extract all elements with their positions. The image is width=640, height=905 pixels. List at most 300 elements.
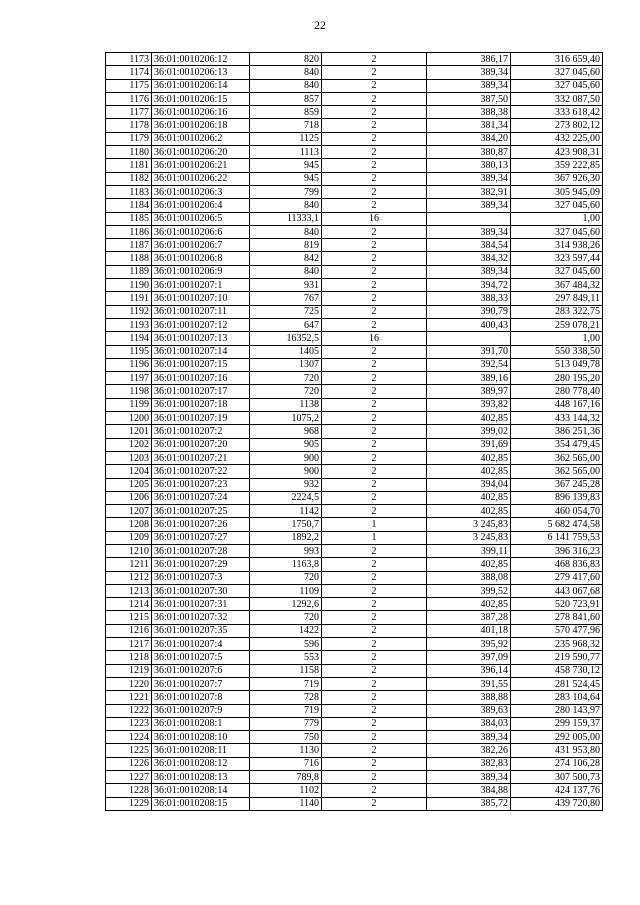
table-row [106,132,603,145]
group-cell: 2 [322,425,427,438]
cadastral-number-cell: 36:01:0010207:1 [152,279,250,292]
area-cell: 932 [250,478,322,491]
row-number-cell: 1224 [106,731,152,744]
cadastral-value-cell: 259 078,21 [511,318,603,331]
cadastral-value-cell: 367 245,28 [511,478,603,491]
table-row [106,239,603,252]
row-number-cell: 1206 [106,491,152,504]
group-cell: 2 [322,92,427,105]
cadastral-value-cell: 297 849,11 [511,292,603,305]
group-cell: 1 [322,531,427,544]
table-row [106,358,603,371]
row-number-cell: 1213 [106,584,152,597]
cadastral-number-cell: 36:01:0010206:13 [152,66,250,79]
table-row [106,624,603,637]
area-cell: 968 [250,425,322,438]
cadastral-number-cell: 36:01:0010208:13 [152,771,250,784]
cadastral-number-cell: 36:01:0010206:7 [152,239,250,252]
row-number-cell: 1173 [106,53,152,66]
cadastral-number-cell: 36:01:0010206:3 [152,185,250,198]
area-cell: 16352,5 [250,332,322,345]
group-cell: 2 [322,412,427,425]
area-cell: 1158 [250,664,322,677]
table-row [106,691,603,704]
cadastral-number-cell: 36:01:0010207:11 [152,305,250,318]
specific-value-cell [427,212,511,225]
area-cell: 1405 [250,345,322,358]
cadastral-number-cell: 36:01:0010206:21 [152,159,250,172]
area-cell: 1140 [250,797,322,810]
area-cell: 719 [250,677,322,690]
area-cell: 842 [250,252,322,265]
area-cell: 647 [250,318,322,331]
area-cell: 1292,6 [250,598,322,611]
cadastral-value-cell: 362 565,00 [511,451,603,464]
row-number-cell: 1175 [106,79,152,92]
cadastral-number-cell: 36:01:0010207:29 [152,558,250,571]
cadastral-number-cell: 36:01:0010207:21 [152,451,250,464]
group-cell: 2 [322,185,427,198]
area-cell: 1163,8 [250,558,322,571]
cadastral-number-cell: 36:01:0010206:4 [152,199,250,212]
specific-value-cell: 388,88 [427,691,511,704]
cadastral-number-cell: 36:01:0010208:15 [152,797,250,810]
row-number-cell: 1220 [106,677,152,690]
specific-value-cell: 399,02 [427,425,511,438]
table-row [106,332,603,345]
area-cell: 1142 [250,505,322,518]
area-cell: 1113 [250,146,322,159]
cadastral-value-cell: 468 836,83 [511,558,603,571]
area-cell: 1109 [250,584,322,597]
cadastral-number-cell: 36:01:0010207:30 [152,584,250,597]
specific-value-cell: 392,54 [427,358,511,371]
group-cell: 2 [322,385,427,398]
cadastral-number-cell: 36:01:0010206:16 [152,106,250,119]
cadastral-number-cell: 36:01:0010207:6 [152,664,250,677]
specific-value-cell: 382,26 [427,744,511,757]
area-cell: 840 [250,79,322,92]
cadastral-number-cell: 36:01:0010207:25 [152,505,250,518]
table-row [106,385,603,398]
cadastral-value-table [105,52,603,811]
row-number-cell: 1180 [106,146,152,159]
area-cell: 799 [250,185,322,198]
specific-value-cell: 399,11 [427,544,511,557]
area-cell: 725 [250,305,322,318]
specific-value-cell: 402,85 [427,505,511,518]
specific-value-cell: 380,87 [427,146,511,159]
specific-value-cell: 393,82 [427,398,511,411]
specific-value-cell: 384,32 [427,252,511,265]
cadastral-number-cell: 36:01:0010207:5 [152,651,250,664]
row-number-cell: 1176 [106,92,152,105]
cadastral-number-cell: 36:01:0010207:9 [152,704,250,717]
table-row [106,318,603,331]
group-cell: 2 [322,132,427,145]
table-row [106,784,603,797]
cadastral-value-cell: 314 938,26 [511,239,603,252]
group-cell: 2 [322,372,427,385]
row-number-cell: 1179 [106,132,152,145]
group-cell: 2 [322,252,427,265]
row-number-cell: 1219 [106,664,152,677]
table-row [106,638,603,651]
cadastral-value-cell: 513 049,78 [511,358,603,371]
group-cell: 2 [322,784,427,797]
row-number-cell: 1223 [106,717,152,730]
cadastral-number-cell: 36:01:0010207:7 [152,677,250,690]
cadastral-number-cell: 36:01:0010206:5 [152,212,250,225]
specific-value-cell: 384,54 [427,239,511,252]
cadastral-number-cell: 36:01:0010207:3 [152,571,250,584]
row-number-cell: 1200 [106,412,152,425]
cadastral-number-cell: 36:01:0010207:31 [152,598,250,611]
specific-value-cell: 387,50 [427,92,511,105]
specific-value-cell: 394,72 [427,279,511,292]
specific-value-cell: 395,92 [427,638,511,651]
cadastral-number-cell: 36:01:0010207:10 [152,292,250,305]
specific-value-cell: 3 245,83 [427,531,511,544]
cadastral-number-cell: 36:01:0010206:12 [152,53,250,66]
specific-value-cell: 389,34 [427,265,511,278]
cadastral-value-cell: 354 479,45 [511,438,603,451]
specific-value-cell: 391,69 [427,438,511,451]
specific-value-cell: 389,34 [427,225,511,238]
specific-value-cell: 391,70 [427,345,511,358]
group-cell: 1 [322,518,427,531]
cadastral-number-cell: 36:01:0010206:14 [152,79,250,92]
cadastral-value-cell: 333 618,42 [511,106,603,119]
cadastral-value-cell: 439 720,80 [511,797,603,810]
row-number-cell: 1202 [106,438,152,451]
table-row [106,744,603,757]
row-number-cell: 1177 [106,106,152,119]
area-cell: 1750,7 [250,518,322,531]
cadastral-value-cell: 280 778,40 [511,385,603,398]
area-cell: 945 [250,159,322,172]
group-cell: 2 [322,505,427,518]
specific-value-cell: 382,83 [427,757,511,770]
cadastral-number-cell: 36:01:0010206:9 [152,265,250,278]
group-cell: 2 [322,318,427,331]
row-number-cell: 1208 [106,518,152,531]
table-row [106,119,603,132]
row-number-cell: 1191 [106,292,152,305]
group-cell: 2 [322,731,427,744]
row-number-cell: 1197 [106,372,152,385]
group-cell: 2 [322,438,427,451]
specific-value-cell: 388,08 [427,571,511,584]
cadastral-number-cell: 36:01:0010207:32 [152,611,250,624]
table-row [106,677,603,690]
cadastral-value-cell: 367 926,30 [511,172,603,185]
group-cell: 16 [322,212,427,225]
table-row [106,212,603,225]
cadastral-number-cell: 36:01:0010206:15 [152,92,250,105]
group-cell: 2 [322,677,427,690]
cadastral-value-cell: 219 590,77 [511,651,603,664]
row-number-cell: 1203 [106,451,152,464]
cadastral-number-cell: 36:01:0010208:12 [152,757,250,770]
row-number-cell: 1228 [106,784,152,797]
cadastral-number-cell: 36:01:0010206:18 [152,119,250,132]
cadastral-value-cell: 305 945,09 [511,185,603,198]
table-row [106,185,603,198]
area-cell: 945 [250,172,322,185]
specific-value-cell: 384,20 [427,132,511,145]
specific-value-cell: 386,17 [427,53,511,66]
cadastral-value-cell: 327 045,60 [511,199,603,212]
group-cell: 2 [322,79,427,92]
group-cell: 2 [322,146,427,159]
group-cell: 2 [322,571,427,584]
cadastral-value-cell: 1,00 [511,212,603,225]
area-cell: 750 [250,731,322,744]
area-cell: 553 [250,651,322,664]
specific-value-cell: 402,85 [427,451,511,464]
row-number-cell: 1204 [106,465,152,478]
specific-value-cell: 382,91 [427,185,511,198]
table-row [106,159,603,172]
cadastral-value-cell: 550 338,50 [511,345,603,358]
cadastral-value-cell: 443 067,68 [511,584,603,597]
page-number: 22 [314,18,326,32]
cadastral-number-cell: 36:01:0010207:12 [152,318,250,331]
table-row [106,478,603,491]
group-cell: 2 [322,771,427,784]
table-row [106,225,603,238]
area-cell: 840 [250,199,322,212]
table-row [106,345,603,358]
table-row [106,146,603,159]
cadastral-value-cell: 5 682 474,58 [511,518,603,531]
row-number-cell: 1181 [106,159,152,172]
cadastral-value-cell: 1,00 [511,332,603,345]
specific-value-cell: 402,85 [427,465,511,478]
area-cell: 11333,1 [250,212,322,225]
row-number-cell: 1183 [106,185,152,198]
group-cell: 2 [322,611,427,624]
cadastral-value-cell: 327 045,60 [511,66,603,79]
row-number-cell: 1211 [106,558,152,571]
cadastral-value-cell: 458 730,12 [511,664,603,677]
row-number-cell: 1227 [106,771,152,784]
group-cell: 2 [322,638,427,651]
cadastral-value-cell: 283 104,64 [511,691,603,704]
cadastral-value-cell: 332 087,50 [511,92,603,105]
cadastral-number-cell: 36:01:0010206:22 [152,172,250,185]
table-row [106,199,603,212]
group-cell: 2 [322,358,427,371]
row-number-cell: 1225 [106,744,152,757]
specific-value-cell: 389,34 [427,66,511,79]
table-row [106,664,603,677]
row-number-cell: 1186 [106,225,152,238]
table-row [106,571,603,584]
cadastral-value-cell: 896 139,83 [511,491,603,504]
table-row [106,106,603,119]
row-number-cell: 1198 [106,385,152,398]
cadastral-number-cell: 36:01:0010207:23 [152,478,250,491]
table-row [106,598,603,611]
cadastral-number-cell: 36:01:0010208:14 [152,784,250,797]
row-number-cell: 1216 [106,624,152,637]
specific-value-cell: 401,18 [427,624,511,637]
group-cell: 2 [322,797,427,810]
table-row [106,717,603,730]
area-cell: 728 [250,691,322,704]
area-cell: 900 [250,465,322,478]
cadastral-value-cell: 235 968,32 [511,638,603,651]
cadastral-value-cell: 299 159,37 [511,717,603,730]
table-row [106,79,603,92]
table-row [106,305,603,318]
group-cell: 2 [322,757,427,770]
group-cell: 2 [322,465,427,478]
specific-value-cell: 380,13 [427,159,511,172]
group-cell: 2 [322,691,427,704]
area-cell: 1307 [250,358,322,371]
table-row [106,66,603,79]
table-row [106,584,603,597]
area-cell: 718 [250,119,322,132]
area-cell: 859 [250,106,322,119]
cadastral-number-cell: 36:01:0010206:20 [152,146,250,159]
cadastral-value-cell: 424 137,76 [511,784,603,797]
row-number-cell: 1221 [106,691,152,704]
cadastral-value-cell: 273 802,12 [511,119,603,132]
table-row [106,451,603,464]
specific-value-cell: 385,72 [427,797,511,810]
cadastral-value-cell: 327 045,60 [511,79,603,92]
row-number-cell: 1174 [106,66,152,79]
group-cell: 2 [322,292,427,305]
cadastral-number-cell: 36:01:0010207:22 [152,465,250,478]
group-cell: 2 [322,744,427,757]
row-number-cell: 1188 [106,252,152,265]
row-number-cell: 1195 [106,345,152,358]
area-cell: 840 [250,66,322,79]
group-cell: 2 [322,664,427,677]
table-row [106,53,603,66]
row-number-cell: 1178 [106,119,152,132]
table-row [106,491,603,504]
cadastral-number-cell: 36:01:0010207:28 [152,544,250,557]
area-cell: 840 [250,265,322,278]
table-row [106,172,603,185]
table-row [106,292,603,305]
row-number-cell: 1210 [106,544,152,557]
cadastral-value-cell: 283 322,75 [511,305,603,318]
row-number-cell: 1209 [106,531,152,544]
cadastral-value-cell: 520 723,91 [511,598,603,611]
cadastral-value-cell: 281 524,45 [511,677,603,690]
group-cell: 2 [322,159,427,172]
cadastral-number-cell: 36:01:0010207:2 [152,425,250,438]
specific-value-cell: 402,85 [427,558,511,571]
row-number-cell: 1190 [106,279,152,292]
row-number-cell: 1187 [106,239,152,252]
cadastral-value-cell: 274 106,28 [511,757,603,770]
group-cell: 2 [322,478,427,491]
specific-value-cell: 389,34 [427,172,511,185]
group-cell: 2 [322,717,427,730]
specific-value-cell: 384,88 [427,784,511,797]
group-cell: 2 [322,106,427,119]
cadastral-value-cell: 327 045,60 [511,265,603,278]
cadastral-value-cell: 367 484,32 [511,279,603,292]
cadastral-value-cell: 316 659,40 [511,53,603,66]
row-number-cell: 1193 [106,318,152,331]
group-cell: 2 [322,558,427,571]
cadastral-value-cell: 432 225,00 [511,132,603,145]
specific-value-cell: 389,34 [427,199,511,212]
area-cell: 1138 [250,398,322,411]
table-row [106,731,603,744]
table-row [106,611,603,624]
group-cell: 2 [322,544,427,557]
row-number-cell: 1194 [106,332,152,345]
specific-value-cell: 402,85 [427,491,511,504]
area-cell: 720 [250,385,322,398]
row-number-cell: 1205 [106,478,152,491]
area-cell: 2224,5 [250,491,322,504]
row-number-cell: 1199 [106,398,152,411]
cadastral-value-cell: 386 251,36 [511,425,603,438]
row-number-cell: 1214 [106,598,152,611]
cadastral-value-cell: 570 477,96 [511,624,603,637]
area-cell: 720 [250,611,322,624]
group-cell: 2 [322,451,427,464]
group-cell: 2 [322,398,427,411]
group-cell: 2 [322,199,427,212]
cadastral-number-cell: 36:01:0010207:4 [152,638,250,651]
group-cell: 2 [322,305,427,318]
group-cell: 16 [322,332,427,345]
area-cell: 1125 [250,132,322,145]
cadastral-value-cell: 396 316,23 [511,544,603,557]
row-number-cell: 1182 [106,172,152,185]
area-cell: 857 [250,92,322,105]
cadastral-value-cell: 307 500,73 [511,771,603,784]
table-body [106,53,603,811]
area-cell: 716 [250,757,322,770]
area-cell: 1130 [250,744,322,757]
table-row [106,412,603,425]
area-cell: 840 [250,225,322,238]
area-cell: 1422 [250,624,322,637]
cadastral-value-cell: 460 054,70 [511,505,603,518]
cadastral-number-cell: 36:01:0010206:2 [152,132,250,145]
specific-value-cell: 394,04 [427,478,511,491]
row-number-cell: 1217 [106,638,152,651]
cadastral-value-cell: 323 597,44 [511,252,603,265]
table-row [106,438,603,451]
row-number-cell: 1218 [106,651,152,664]
table-row [106,518,603,531]
specific-value-cell: 402,85 [427,412,511,425]
row-number-cell: 1196 [106,358,152,371]
table-row [106,558,603,571]
table-row [106,505,603,518]
cadastral-number-cell: 36:01:0010208:1 [152,717,250,730]
area-cell: 720 [250,372,322,385]
area-cell: 1892,2 [250,531,322,544]
area-cell: 820 [250,53,322,66]
cadastral-value-cell: 448 167,16 [511,398,603,411]
cadastral-number-cell: 36:01:0010207:14 [152,345,250,358]
